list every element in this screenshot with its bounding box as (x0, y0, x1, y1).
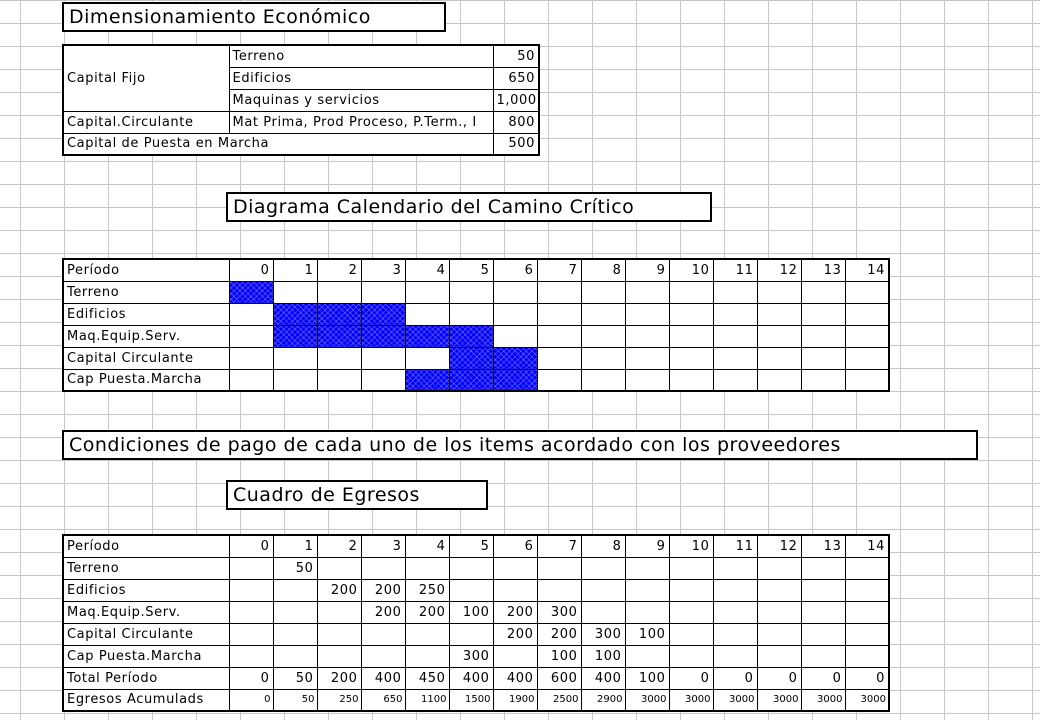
egresos-cell (757, 557, 801, 579)
egresos-cell (581, 557, 625, 579)
egresos-cell (801, 579, 845, 601)
egresos-cell (757, 645, 801, 667)
egresos-total-cell: 100 (625, 667, 669, 689)
egresos-row (63, 579, 889, 601)
calendar-cell (845, 325, 889, 347)
period-number: 7 (537, 535, 581, 557)
egresos-cell (581, 601, 625, 623)
calendar-cell (449, 303, 493, 325)
period-number: 4 (405, 259, 449, 281)
calendar-filled-cell (493, 347, 537, 369)
period-number: 13 (801, 535, 845, 557)
capital-item-value: 1,000 (493, 89, 539, 111)
egresos-cell (317, 623, 361, 645)
capital-puesta-value: 500 (493, 133, 539, 155)
title-dimensionamiento: Dimensionamiento Económico (62, 2, 446, 32)
egresos-total-cell: 0 (713, 667, 757, 689)
egresos-total-cell: 400 (361, 667, 405, 689)
egresos-cell (229, 623, 273, 645)
egresos-acumulado-cell: 650 (361, 689, 405, 711)
period-number: 8 (581, 259, 625, 281)
capital-item-value: 50 (493, 45, 539, 67)
calendar-row (63, 369, 889, 391)
title-diagrama-calendario: Diagrama Calendario del Camino Crítico (226, 192, 712, 222)
egresos-total-row (63, 667, 889, 689)
period-number: 3 (361, 259, 405, 281)
capital-puesta-label: Capital de Puesta en Marcha (63, 133, 493, 155)
egresos-acumulado-cell: 2500 (537, 689, 581, 711)
calendar-row-label: Terreno (63, 281, 229, 303)
egresos-cell (449, 579, 493, 601)
egresos-total-cell: 0 (229, 667, 273, 689)
egresos-acumulado-cell: 3000 (625, 689, 669, 711)
egresos-row-label: Cap Puesta.Marcha (63, 645, 229, 667)
calendar-cell (317, 347, 361, 369)
egresos-cell (713, 579, 757, 601)
calendar-cell (713, 369, 757, 391)
calendar-cell (229, 369, 273, 391)
egresos-acumulado-cell: 3000 (757, 689, 801, 711)
calendar-filled-cell (405, 369, 449, 391)
egresos-cell: 300 (537, 601, 581, 623)
egresos-cell (229, 645, 273, 667)
calendar-filled-cell (449, 325, 493, 347)
egresos-acumulado-cell: 0 (229, 689, 273, 711)
egresos-acumulado-cell: 3000 (845, 689, 889, 711)
period-number: 12 (757, 535, 801, 557)
egresos-acumulados-row (63, 689, 889, 711)
egresos-cell: 200 (361, 601, 405, 623)
period-number: 4 (405, 535, 449, 557)
period-number: 10 (669, 535, 713, 557)
egresos-cell (229, 579, 273, 601)
egresos-acumulado-cell: 1100 (405, 689, 449, 711)
title-cuadro-egresos: Cuadro de Egresos (226, 480, 488, 510)
calendar-cell (361, 369, 405, 391)
egresos-cell: 200 (493, 623, 537, 645)
egresos-row (63, 557, 889, 579)
capital-item-name: Mat Prima, Prod Proceso, P.Term., I (229, 111, 493, 133)
egresos-cell: 200 (405, 601, 449, 623)
egresos-cell (493, 579, 537, 601)
egresos-cell (801, 557, 845, 579)
egresos-total-cell: 200 (317, 667, 361, 689)
calendar-cell (801, 369, 845, 391)
capital-table (62, 44, 540, 156)
egresos-total-cell: 0 (801, 667, 845, 689)
title-condiciones-pago: Condiciones de pago de cada uno de los items acordado con los proveedores (62, 430, 978, 460)
egresos-cell (493, 645, 537, 667)
egresos-acumulado-cell: 2900 (581, 689, 625, 711)
calendar-cell (493, 303, 537, 325)
egresos-cell (801, 645, 845, 667)
egresos-cell (361, 645, 405, 667)
egresos-cell (845, 623, 889, 645)
calendar-cell (801, 347, 845, 369)
egresos-acumulado-cell: 250 (317, 689, 361, 711)
calendar-cell (757, 347, 801, 369)
calendar-cell (845, 369, 889, 391)
egresos-cell (713, 557, 757, 579)
calendar-cell (273, 347, 317, 369)
calendar-row (63, 325, 889, 347)
egresos-acumulado-cell: 3000 (801, 689, 845, 711)
calendar-cell (449, 281, 493, 303)
egresos-cell: 100 (449, 601, 493, 623)
egresos-cell (405, 557, 449, 579)
calendar-filled-cell (449, 347, 493, 369)
calendar-row (63, 303, 889, 325)
egresos-cell (669, 601, 713, 623)
calendar-cell (801, 325, 845, 347)
calendar-filled-cell (361, 303, 405, 325)
calendar-cell (713, 325, 757, 347)
egresos-cell: 100 (537, 645, 581, 667)
egresos-cell (361, 557, 405, 579)
egresos-total-cell: 450 (405, 667, 449, 689)
egresos-total-cell: 400 (581, 667, 625, 689)
egresos-row (63, 645, 889, 667)
calendar-cell (669, 369, 713, 391)
calendar-cell (757, 303, 801, 325)
calendar-filled-cell (273, 303, 317, 325)
egresos-acumulados-label: Egresos Acumulads (63, 689, 229, 711)
egresos-cell (625, 557, 669, 579)
calendar-row-label: Maq.Equip.Serv. (63, 325, 229, 347)
period-number: 9 (625, 535, 669, 557)
egresos-cell (449, 623, 493, 645)
calendar-cell (757, 325, 801, 347)
egresos-cell (317, 645, 361, 667)
egresos-cell (273, 623, 317, 645)
capital-item-name: Terreno (229, 45, 493, 67)
egresos-acumulado-cell: 1500 (449, 689, 493, 711)
egresos-row-label: Edificios (63, 579, 229, 601)
calendar-cell (757, 369, 801, 391)
period-number: 7 (537, 259, 581, 281)
calendar-cell (361, 281, 405, 303)
period-number: 11 (713, 259, 757, 281)
egresos-cell: 200 (537, 623, 581, 645)
egresos-total-cell: 600 (537, 667, 581, 689)
egresos-total-cell: 0 (669, 667, 713, 689)
calendar-cell (537, 325, 581, 347)
egresos-row-label: Terreno (63, 557, 229, 579)
egresos-cell (669, 623, 713, 645)
capital-item-name: Edificios (229, 67, 493, 89)
egresos-acumulado-cell: 3000 (669, 689, 713, 711)
egresos-cell (669, 645, 713, 667)
calendar-cell (405, 347, 449, 369)
egresos-acumulado-cell: 1900 (493, 689, 537, 711)
egresos-cell (713, 645, 757, 667)
egresos-cell (317, 557, 361, 579)
egresos-cell: 200 (317, 579, 361, 601)
calendar-cell (801, 303, 845, 325)
calendar-row (63, 347, 889, 369)
period-number: 6 (493, 259, 537, 281)
calendar-cell (493, 281, 537, 303)
calendar-filled-cell (493, 369, 537, 391)
calendar-cell (317, 369, 361, 391)
egresos-cell (493, 557, 537, 579)
calendar-cell (317, 281, 361, 303)
calendar-filled-cell (273, 325, 317, 347)
calendar-cell (581, 303, 625, 325)
egresos-table (62, 534, 890, 712)
period-number: 0 (229, 535, 273, 557)
period-number: 14 (845, 259, 889, 281)
period-label: Período (63, 259, 229, 281)
egresos-row-label: Capital Circulante (63, 623, 229, 645)
period-number: 5 (449, 535, 493, 557)
egresos-cell (845, 645, 889, 667)
calendar-cell (361, 347, 405, 369)
capital-item-name: Maquinas y servicios (229, 89, 493, 111)
calendar-cell (845, 347, 889, 369)
calendar-table (62, 258, 890, 392)
calendar-cell (713, 303, 757, 325)
egresos-cell (845, 579, 889, 601)
egresos-cell (757, 623, 801, 645)
egresos-row-label: Maq.Equip.Serv. (63, 601, 229, 623)
calendar-cell (669, 325, 713, 347)
egresos-cell (801, 601, 845, 623)
egresos-cell (229, 601, 273, 623)
calendar-row-label: Capital Circulante (63, 347, 229, 369)
period-label: Período (63, 535, 229, 557)
egresos-cell: 100 (625, 623, 669, 645)
calendar-cell (537, 303, 581, 325)
calendar-cell (493, 325, 537, 347)
period-number: 10 (669, 259, 713, 281)
egresos-cell (273, 579, 317, 601)
capital-circulante-label: Capital.Circulante (63, 111, 229, 133)
period-number: 13 (801, 259, 845, 281)
calendar-cell (537, 281, 581, 303)
egresos-cell (713, 601, 757, 623)
period-number: 0 (229, 259, 273, 281)
egresos-cell (537, 579, 581, 601)
egresos-cell (757, 601, 801, 623)
egresos-total-cell: 0 (845, 667, 889, 689)
egresos-cell (757, 579, 801, 601)
period-header-row (63, 259, 889, 281)
period-number: 1 (273, 259, 317, 281)
egresos-cell (361, 623, 405, 645)
egresos-cell (625, 601, 669, 623)
calendar-cell (581, 347, 625, 369)
egresos-row (63, 601, 889, 623)
calendar-cell (537, 369, 581, 391)
calendar-filled-cell (229, 281, 273, 303)
egresos-cell (405, 645, 449, 667)
calendar-cell (845, 281, 889, 303)
period-number: 8 (581, 535, 625, 557)
egresos-cell: 300 (581, 623, 625, 645)
egresos-cell (537, 557, 581, 579)
calendar-cell (669, 303, 713, 325)
calendar-filled-cell (317, 303, 361, 325)
period-number: 2 (317, 535, 361, 557)
egresos-cell (273, 601, 317, 623)
capital-item-value: 650 (493, 67, 539, 89)
calendar-row-label: Edificios (63, 303, 229, 325)
calendar-cell (801, 281, 845, 303)
egresos-cell (273, 645, 317, 667)
calendar-cell (581, 325, 625, 347)
period-number: 11 (713, 535, 757, 557)
calendar-filled-cell (449, 369, 493, 391)
calendar-cell (273, 369, 317, 391)
calendar-row-label: Cap Puesta.Marcha (63, 369, 229, 391)
egresos-cell (581, 579, 625, 601)
egresos-total-cell: 0 (757, 667, 801, 689)
calendar-cell (229, 303, 273, 325)
calendar-cell (625, 281, 669, 303)
calendar-filled-cell (361, 325, 405, 347)
capital-fijo-label: Capital Fijo (63, 45, 229, 111)
calendar-cell (405, 281, 449, 303)
egresos-cell (625, 645, 669, 667)
egresos-cell (669, 579, 713, 601)
egresos-total-label: Total Período (63, 667, 229, 689)
calendar-cell (625, 325, 669, 347)
egresos-cell (625, 579, 669, 601)
period-number: 5 (449, 259, 493, 281)
calendar-cell (845, 303, 889, 325)
period-number: 14 (845, 535, 889, 557)
calendar-cell (581, 281, 625, 303)
egresos-acumulado-cell: 50 (273, 689, 317, 711)
egresos-cell (405, 623, 449, 645)
calendar-cell (405, 303, 449, 325)
egresos-cell (669, 557, 713, 579)
calendar-cell (757, 281, 801, 303)
calendar-cell (669, 281, 713, 303)
egresos-cell: 300 (449, 645, 493, 667)
period-number: 9 (625, 259, 669, 281)
period-header-row (63, 535, 889, 557)
egresos-cell: 200 (493, 601, 537, 623)
egresos-cell: 200 (361, 579, 405, 601)
period-number: 3 (361, 535, 405, 557)
period-number: 6 (493, 535, 537, 557)
calendar-cell (581, 369, 625, 391)
egresos-cell: 50 (273, 557, 317, 579)
calendar-row (63, 281, 889, 303)
period-number: 2 (317, 259, 361, 281)
egresos-cell (449, 557, 493, 579)
calendar-cell (625, 369, 669, 391)
egresos-cell (317, 601, 361, 623)
egresos-cell (801, 623, 845, 645)
egresos-cell (713, 623, 757, 645)
calendar-filled-cell (317, 325, 361, 347)
calendar-cell (273, 281, 317, 303)
calendar-cell (229, 347, 273, 369)
calendar-cell (625, 303, 669, 325)
calendar-cell (229, 325, 273, 347)
egresos-cell (229, 557, 273, 579)
period-number: 1 (273, 535, 317, 557)
calendar-filled-cell (405, 325, 449, 347)
calendar-cell (713, 347, 757, 369)
calendar-cell (713, 281, 757, 303)
egresos-total-cell: 400 (449, 667, 493, 689)
egresos-acumulado-cell: 3000 (713, 689, 757, 711)
egresos-cell: 250 (405, 579, 449, 601)
calendar-cell (537, 347, 581, 369)
egresos-cell (845, 601, 889, 623)
egresos-total-cell: 400 (493, 667, 537, 689)
egresos-row (63, 623, 889, 645)
capital-item-value: 800 (493, 111, 539, 133)
egresos-total-cell: 50 (273, 667, 317, 689)
period-number: 12 (757, 259, 801, 281)
egresos-cell: 100 (581, 645, 625, 667)
egresos-cell (845, 557, 889, 579)
calendar-cell (669, 347, 713, 369)
calendar-cell (625, 347, 669, 369)
